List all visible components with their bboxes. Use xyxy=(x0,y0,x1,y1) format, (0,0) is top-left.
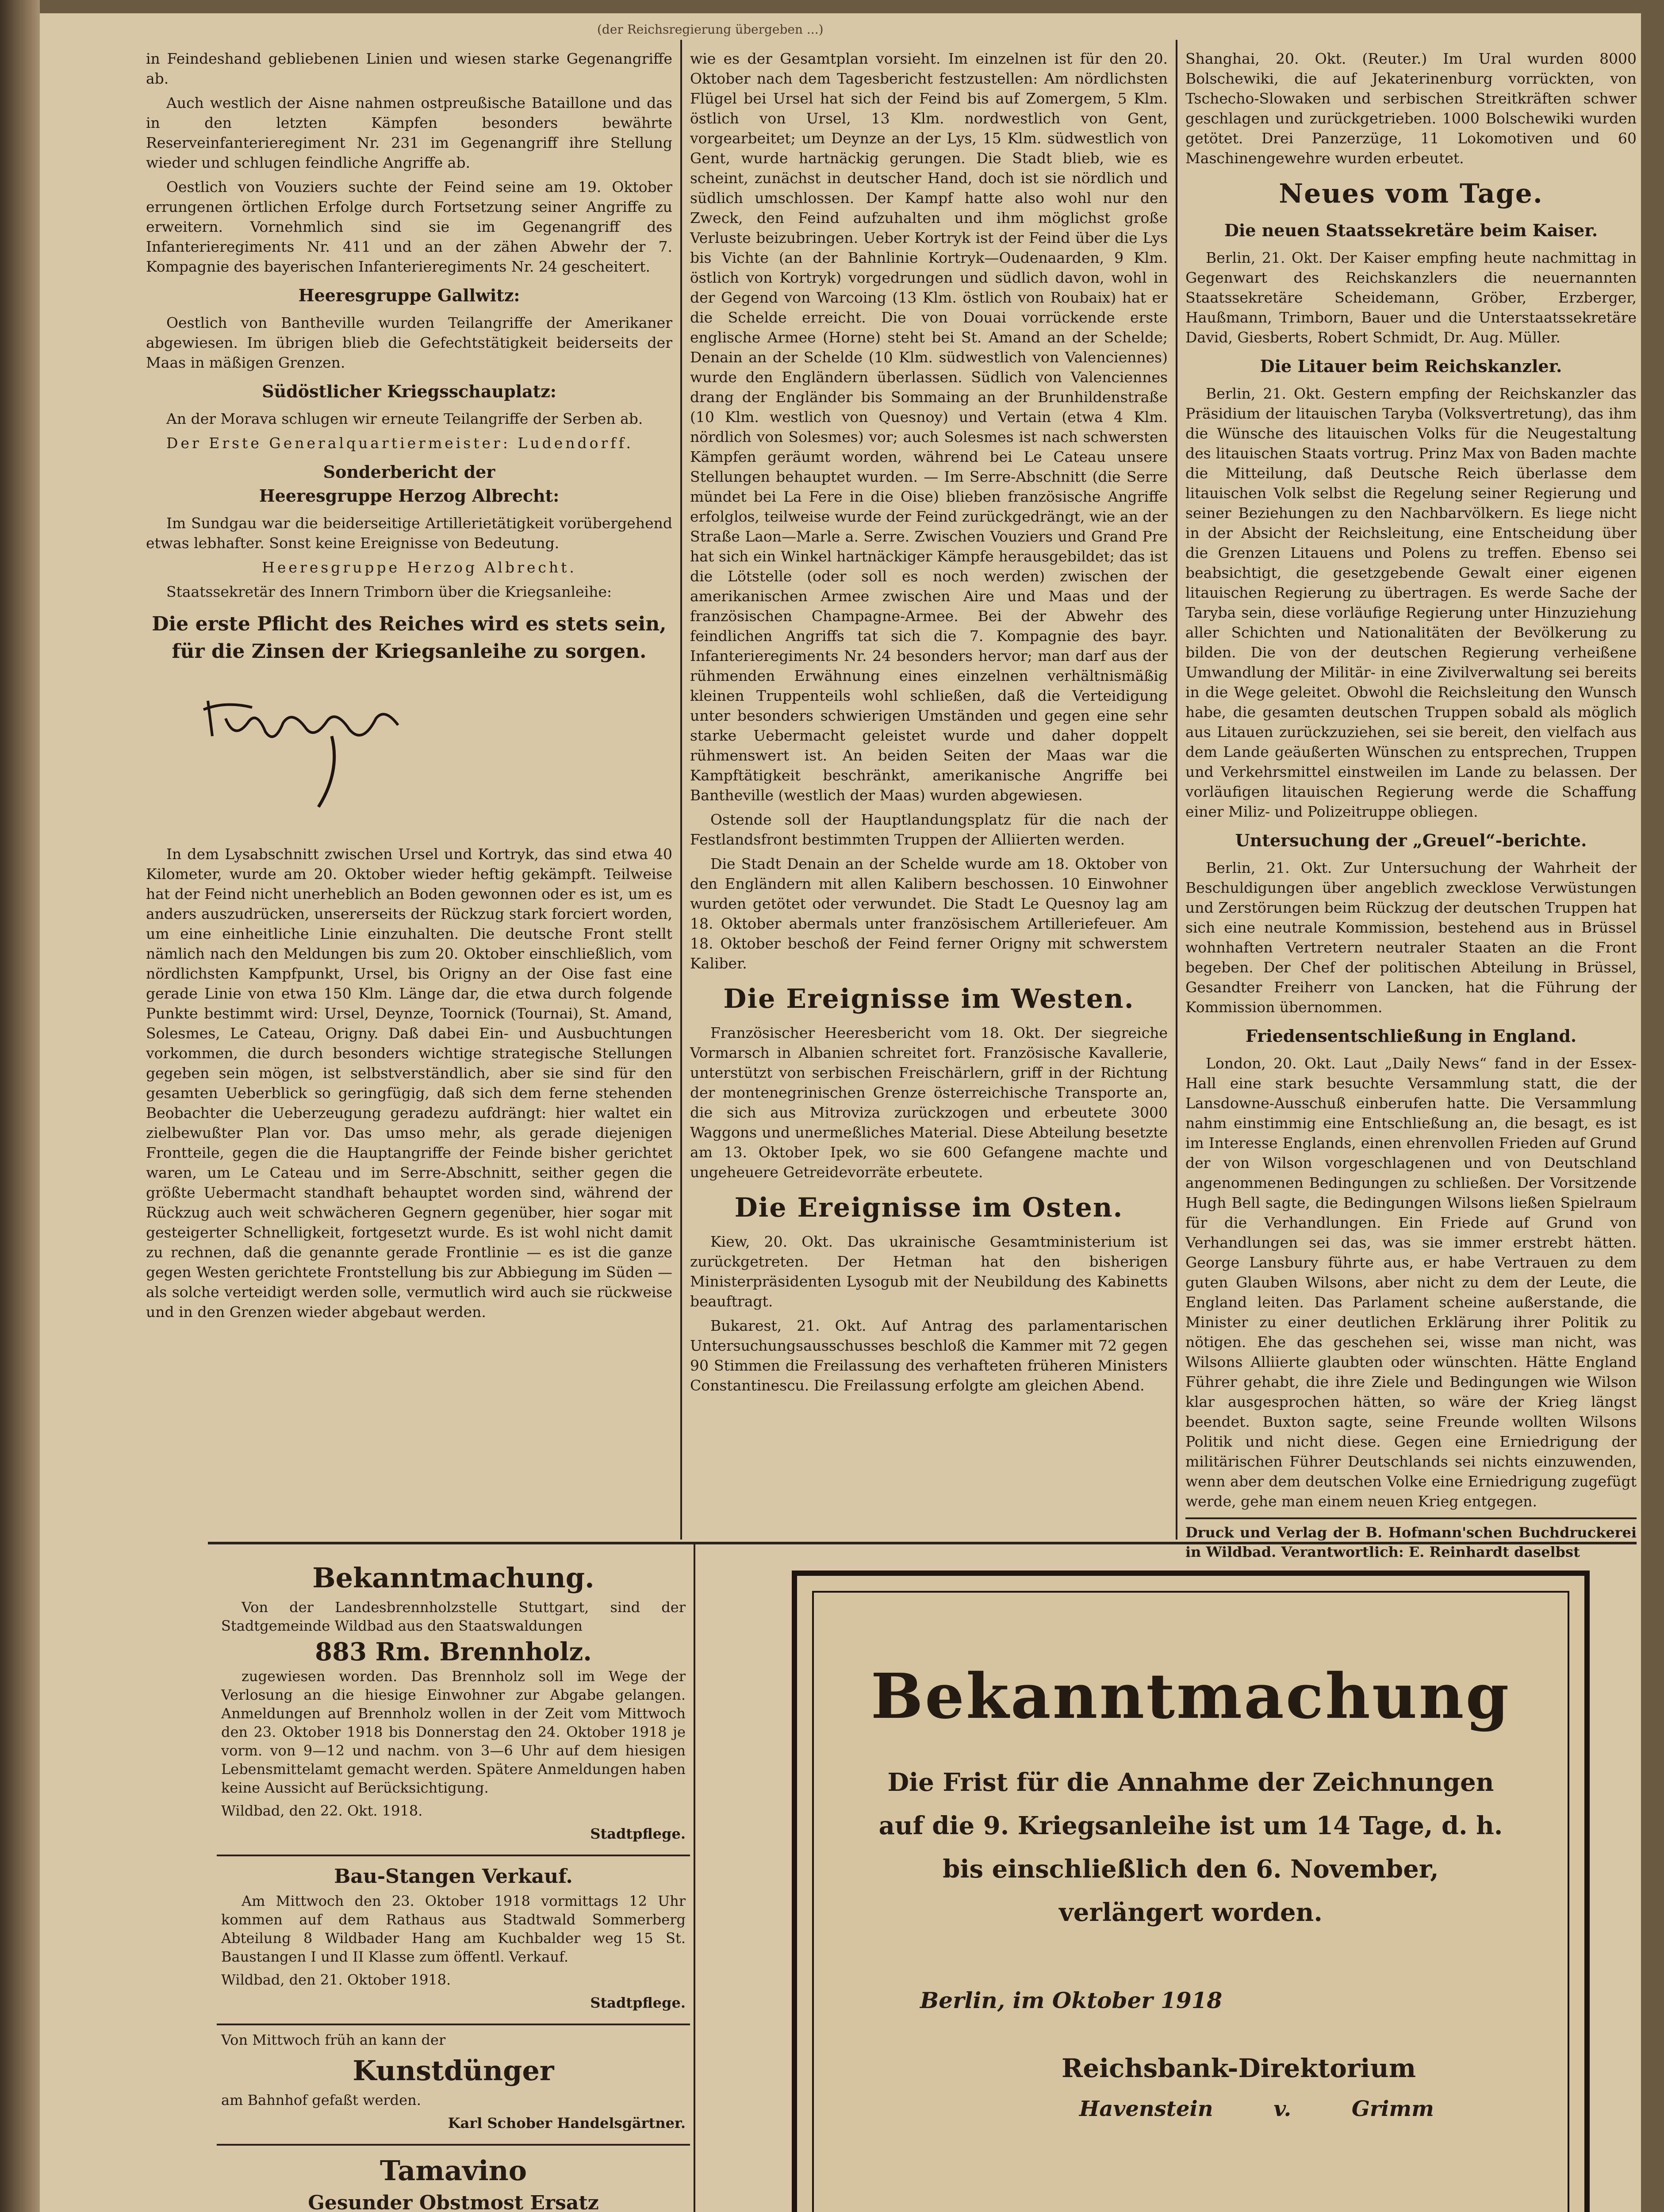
notice-inner-frame xyxy=(812,1591,1569,2212)
article-paragraph: London, 20. Okt. Laut „Daily News“ fand in der Essex-Hall eine stark besuchte Versammlung statt, die der Lansdowne-Ausschuß einberufen hatte. Die Versammlung nahm einstimmig eine Entschließung an, die besagt, es ist im Interesse Englands, einen ehrenvollen Frieden auf Grund der von Wilson vorgeschlagenen und von Deutschland angenommenen Bedingungen zu schließen. Der Vorsitzende Hugh Bell sagte, die Bedingungen Wilsons ließen Spielraum für die Verhandlungen. Ein Friede auf Grund von Verhandlungen sei das, was sie immer erstrebt hätten. George Lansbury führte aus, er habe Vertrauen zu dem guten Glauben Wilsons, aber nicht zu dem der Leute, die England leiten. Das Parlament scheine außerstande, die Minister zu einer deutlichen Erklärung ihrer Politik zu nötigen. Ehe das geschehen sei, wisse man nicht, was Wilsons Alliierte glaubten oder wünschten. Hätte England Führer gehabt, die ihre Ziele und Bedingungen wie Wilson klar ausgesprochen hätten, so wäre der Krieg längst beendet. Buxton sagte, seine Freunde wollten Wilsons Politik und nicht diese. Gegen eine Erniedrigung der militärischen Führer Deutschlands sei nichts einzuwenden, wenn aber dem deutschen Volke eine Erniedrigung zugefügt werde, gehe man einem neuen Krieg entgegen. xyxy=(1185,1055,1637,1510)
ad-brennholz xyxy=(217,1553,690,1856)
ad-text: am Bahnhof gefaßt werden. xyxy=(221,2092,421,2108)
article-paragraph: wie es der Gesamtplan vorsieht. Im einzelnen ist für den 20. Oktober nach dem Tagesbericht festzustellen: Am nördlichsten Flügel bei Ursel hat sich der Feind bis auf Zomergem, 5 Klm. östlich von Ursel, 13 Klm. nordwestlich von Gent, vorgearbeitet; um Deynze an der Lys, 15 Klm. südwestlich von Gent, wurde hartnäckig gerungen. Die Stadt blieb, wie es scheint, zunächst in deutscher Hand, doch ist sie nördlich und südlich umschlossen. Der Kampf hatte also wohl nur den Zweck, den Feind aufzuhalten und ihm möglichst große Verluste beizubringen. Ueber Kortryk ist der Feind über die Lys bis Vichte (an der Bahnlinie Kortryk—Oudenaarden, 9 Klm. östlich von Kortryk) vorgedrungen und südlich davon, wohl in der Gegend von Warcoing (13 Klm. östlich von Roubaix) hat er die Schelde erreicht. Die von Douai vorrückende erste englische Armee (Horne) steht bei St. Amand an der Schelde; Denain an der Schelde (10 Klm. südwestlich von Valenciennes) wurde den Engländern überlassen. Südlich von Valenciennes drang der Engländer bis Sommaing an der Brunhildenstraße (10 Klm. westlich von Quesnoy) und Vertain (etwa 4 Klm. nördlich von Solesmes) vor; auch Solesmes ist nach schwersten Kämpfen geräumt worden, während bei Le Cateau unsere Stellungen behauptet wurden. — Im Serre-Abschnitt (die Serre mündet bei La Fere in die Oise) blieben französische Angriffe erfolglos, teilweise wurde der Feind zurückgedrängt, wie an der Straße Laon—Marle a. Serre. Zwischen Vouziers und Grand Pre hat sich ein Winkel hartnäckiger Kämpfe herausgebildet; das ist die Lötstelle (oder soll es noch werden) zwischen der amerikanischen Armee zwischen Aire und Maas und der französischen Champagne-Armee. Bei der Abwehr des feindlichen Angriffs tat sich die 7. Kompagnie des bayr. Infanterieregiments Nr. 24 besonders hervor; man darf aus der rühmenden Erwähnung eines einzelnen verhältnismäßig kleinen Truppenteils wohl schließen, daß die Verteidigung unter besonders schwierigen Umständen und gegen eine sehr starke Uebermacht geleistet wurde und daher doppelt rühmenswert ist. An beiden Seiten der Maas war die Kampftätigkeit beschränkt, amerikanische Angriffe bei Bantheville (westlich der Maas) wurden abgewiesen. xyxy=(690,50,1168,804)
article-paragraph: Oestlich von Bantheville wurden Teilangriffe der Amerikaner abgewiesen. Im übrigen blieb die Gefechtstätigkeit beiderseits der Maas in mäßigen Grenzen. xyxy=(146,314,672,371)
imprint: Druck und Verlag der B. Hofmann'schen Buchdruckerei in Wildbad. Verantwortlich: E. Reinhardt daselbst xyxy=(1185,1517,1637,1562)
signatory-name: Havenstein xyxy=(1079,2097,1213,2121)
ad-signature: Karl Schober Handelsgärtner. xyxy=(448,2115,686,2131)
article-paragraph: Die Stadt Denain an der Schelde wurde am 18. Oktober von den Engländern mit allen Kalibern beschossen. 10 Einwohner wurden getötet oder verwundet. Die Stadt Le Quesnoy lag am 18. Oktober abermals unter französischem Artilleriefeuer. Am 18. Oktober beschoß der Feind ferner Origny mit schwerstem Kaliber. xyxy=(690,855,1168,972)
ad-kunstduenger xyxy=(217,2025,690,2146)
article-paragraph: Berlin, 21. Okt. Der Kaiser empfing heute nachmittag in Gegenwart des Reichskanzlers die neuernannten Staatssekretäre Scheidemann, Gröber, Erzberger, Haußmann, Trimborn, Bauer und die Unterstaatssekretäre David, Giesberts, Robert Schmidt, Dr. Aug. Müller. xyxy=(1185,249,1637,346)
notice-organization: Reichsbank-Direktorium xyxy=(1062,2053,1416,2083)
article-paragraph: Staatssekretär des Innern Trimborn über die Kriegsanleihe: xyxy=(166,583,612,600)
sub-heading: Die neuen Staatssekretäre beim Kaiser. xyxy=(1224,220,1598,240)
column-rule xyxy=(680,40,682,1540)
notice-signatories xyxy=(1079,2097,1568,2121)
article-paragraph: In dem Lysabschnitt zwischen Ursel und Kortryk, das sind etwa 40 Kilometer, wurde am 20. Oktober wieder heftig gekämpft. Teilweise hat der Feind nicht unerheblich an Boden gewonnen oder es ist, um es anders auszudrücken, unsererseits der Rückzug stark forciert worden, um eine einheitliche Linie einzuhalten. Die deutsche Front stellt nämlich nach den Meldungen bis zum 20. Oktober einschließlich, vom nördlichsten Kampfpunkt, Ursel, bis Origny an der Oise fast eine gerade Linie von etwa 150 Klm. Länge dar, die etwa durch folgende Punkte bestimmt wird: Ursel, Deynze, Toornick (Tournai), St. Amand, Solesmes, Le Cateau, Origny. Daß dabei Ein- und Ausbuchtungen vorkommen, die durch besonders wichtige strategische Stellungen gegeben sein mögen, ist selbstverständlich, aber sie sind für den gesamten Ueberblick so geringfügig, daß sich dem ferne stehenden Beobachter die Ueberzeugung geradezu aufdrängt: hier waltet ein zielbewußter Plan vor. Das umso mehr, als gerade diejenigen Frontteile, gegen die die Hauptangriffe der Feinde bisher gerichtet waren, um Le Cateau und im Serre-Abschnitt, seither gegen die größte Uebermacht standhaft behauptet worden sind, während der Rückzug auch weit schwächeren Gegnern gegenüber, hier sogar mit gesteigerter Schnelligkeit, fortgesetzt wurde. Es ist wohl nicht damit zu rechnen, daß die genannte gerade Frontlinie — es ist die ganze gegen Westen gerichtete Frontstellung bis zur Abbiegung im Süden — als solche verteidigt werden solle, vermutlich wird auch sie rückweise und in den Grenzen wieder abgebaut werden. xyxy=(146,845,672,1321)
ad-signature: Stadtpflege. xyxy=(590,1994,686,2011)
section-heading: Die Ereignisse im Westen. xyxy=(723,983,1135,1014)
ad-tamavino xyxy=(217,2146,690,2212)
column-rule xyxy=(1176,40,1177,1540)
kriegsanleihe-notice xyxy=(792,1571,1590,2212)
article-paragraph: Auch westlich der Aisne nahmen ostpreußische Bataillone und das in den letzten Kämpfen besonders bewährte Reserveinfanterieregiment Nr. 231 im Gegenangriff ihre Stellung wieder und schlugen feindliche Angriffe ab. xyxy=(146,94,672,171)
ad-highlight: 883 Rm. Brennholz. xyxy=(315,1637,592,1667)
column-1 xyxy=(146,49,672,1513)
ad-text: Von der Landesbrennholzstelle Stuttgart, sind der Stadtgemeinde Wildbad aus den Staatswaldungen xyxy=(221,1599,686,1634)
appeal-quote: Die erste Pflicht des Reiches wird es stets sein, für die Zinsen der Kriegsanleihe zu sorgen. xyxy=(152,613,667,663)
ad-text: Von Mittwoch früh an kann der xyxy=(221,2032,446,2048)
article-paragraph: Ostende soll der Hauptlandungsplatz für die nach der Festlandsfront bestimmten Truppen der Alliierten werden. xyxy=(690,811,1168,848)
binding-spine xyxy=(0,0,40,2212)
article-paragraph: Im Sundgau war die beiderseitige Artillerietätigkeit vorübergehend etwas lebhafter. Sonst keine Ereignisse von Bedeutung. xyxy=(146,515,672,552)
article-paragraph: An der Morava schlugen wir erneute Teilangriffe der Serben ab. xyxy=(166,410,643,427)
section-heading: Heeresgruppe Herzog Albrecht: xyxy=(259,486,560,506)
ad-title: Bekanntmachung. xyxy=(312,1562,594,1594)
column-2 xyxy=(690,49,1168,1544)
running-head: (der Reichsregierung übergeben ...) xyxy=(597,22,824,37)
article-paragraph: Berlin, 21. Okt. Gestern empfing der Reichskanzler das Präsidium der litauischen Taryba (Volksvertretung), das ihm die Wünsche des litauischen Volks für die Neugestaltung des litauischen Staats vortrug. Prinz Max von Baden machte die Mitteilung, daß Deutsche Reich überlasse dem litauischen Volk selbst die Regelung seiner Regierung und seiner Beziehungen zu den Nachbarvölkern. Es liege nicht in der Absicht der Reichsleitung, eine Entscheidung über die Grenzen Litauens und Polens zu treffen. Ebenso sei beabsichtigt, die gesetzgebende Gewalt einer eigenen litauischen Regierung zu übertragen. Es werde Sache der Taryba sein, diese vorläufige Regierung unter Hinzuziehung aller Schichten und Nationalitäten der Bevölkerung zu bilden. Die von der deutschen Regierung verheißene Umwandlung der Militär- in eine Zivilverwaltung sei bereits in die Wege geleitet. Obwohl die Reichsleitung den Wunsch habe, die gesamten deutschen Truppen sobald als möglich aus Litauen zurückzuziehen, sei sie bereit, den vielfach aus dem Lande geäußerten Wünschen zu entsprechen, Truppen und Verkehrsmittel einstweilen im Lande zu belassen. Der vorläufigen litauischen Regierung werde die Schaffung einer Miliz- und Polizeitruppe obliegen. xyxy=(1185,385,1637,820)
ad-title: Bau-Stangen Verkauf. xyxy=(334,1865,573,1888)
section-heading: Südöstlicher Kriegsschauplatz: xyxy=(262,381,556,401)
column-rule xyxy=(694,1544,695,2212)
report-signature: Der Erste Generalquartiermeister: Ludendorff. xyxy=(166,434,634,452)
section-heading: Neues vom Tage. xyxy=(1279,178,1543,209)
ad-title: Tamavino xyxy=(380,2154,527,2187)
newspaper-page xyxy=(40,13,1641,2212)
ad-title: Kunstdünger xyxy=(353,2055,554,2087)
sub-heading: Untersuchung der „Greuel“-berichte. xyxy=(1235,830,1587,850)
sub-heading: Die Litauer beim Reichskanzler. xyxy=(1260,356,1562,376)
notice-title: Bekanntmachung xyxy=(870,1660,1511,1733)
article-paragraph: in Feindeshand gebliebenen Linien und wiesen starke Gegenangriffe ab. xyxy=(146,50,672,87)
signatory-name: v. Grimm xyxy=(1273,2097,1434,2121)
article-paragraph: Französischer Heeresbericht vom 18. Okt. Der siegreiche Vormarsch in Albanien schreitet fort. Französische Kavallerie, unterstützt von serbischen Freischärlern, griff in der Richtung der montenegrinischen Grenze österreichische Transporte an, die sich aus Mitroviza zurückzogen und erbeutete 3000 Waggons und unermeßliches Material. Diese Abteilung besetzte am 13. Oktober Ipek, wo sie 600 Gefangene machte und ungeheuere Getreidevorräte erbeutete. xyxy=(690,1024,1168,1181)
article-paragraph: Bukarest, 21. Okt. Auf Antrag des parlamentarischen Untersuchungsausschusses beschloß die Kammer mit 72 gegen 90 Stimmen die Freilassung des verhafteten früheren Ministers Constantinescu. Die Freilassung erfolgte am gleichen Abend. xyxy=(690,1317,1168,1394)
section-heading: Sonderbericht der xyxy=(323,462,495,482)
ad-signature: Stadtpflege. xyxy=(590,1825,686,1842)
article-paragraph: Kiew, 20. Okt. Das ukrainische Gesamtministerium ist zurückgetreten. Der Hetman hat den bisherigen Ministerpräsidenten Lysogub mit der Neubildung des Kabinetts beauftragt. xyxy=(690,1233,1168,1310)
notice-date: Berlin, im Oktober 1918 xyxy=(920,1987,1223,2013)
column-3 xyxy=(1185,49,1637,1560)
notice-body: Die Frist für die Annahme der Zeichnungen auf die 9. Kriegsanleihe ist um 14 Tage, d. h. bis einschließlich den 6. November, verlängert worden. xyxy=(878,1768,1503,1927)
classified-ads xyxy=(217,1553,690,2212)
article-paragraph: Shanghai, 20. Okt. (Reuter.) Im Ural wurden 8000 Bolschewiki, die auf Jekaterinenburg vorrückten, von Tschecho-Slowaken und serbischen Streitkräften schwer geschlagen und zurückgetrieben. 1000 Bolschewiki wurden getötet. Drei Panzerzüge, 11 Lokomotiven und 60 Maschinengewehre wurden erbeutet. xyxy=(1185,50,1637,167)
ad-text: zugewiesen worden. Das Brennholz soll im Wege der Verlosung an die hiesige Einwohner zur Abgabe gelangen. Anmeldungen auf Brennholz wollen in der Zeit vom Mittwoch den 23. Oktober 1918 bis Donnerstag den 24. Oktober 1918 je vorm. von 9—12 und nachm. von 3—6 Uhr auf dem hiesigen Lebensmittelamt gemacht werden. Spätere Anmeldungen haben keine Aussicht auf Berücksichtigung. xyxy=(221,1668,686,1796)
article-paragraph: Oestlich von Vouziers suchte der Feind seine am 19. Oktober errungenen örtlichen Erfolge durch Fortsetzung seiner Angriffe zu erweitern. Vornehmlich sind sie im Gegenangriff des Infanterieregiments Nr. 411 und an der zähen Abwehr der 7. Kompagnie des bayerischen Infanterieregiments Nr. 24 gescheitert. xyxy=(146,178,672,275)
ad-text: Am Mittwoch den 23. Oktober 1918 vormittags 12 Uhr kommen auf dem Rathaus aus Stadtwald Sommerberg Abteilung 8 Wildbader Hang am Kuchbalder weg 15 St. Baustangen I und II Klasse zum öffentl. Verkauf. xyxy=(221,1893,686,1965)
section-heading: Heeresgruppe Gallwitz: xyxy=(298,285,520,305)
article-paragraph: Berlin, 21. Okt. Zur Untersuchung der Wahrheit der Beschuldigungen über angeblich zwecklose Verwüstungen und Zerstörungen beim Rückzug der deutschen Truppen hat sich eine neutrale Kommission, bestehend aus in Brüssel wohnhaften Vertretern neutraler Staaten an die Front begeben. Der Chef der politischen Abteilung in Brüssel, Gesandter Freiherr von Lancken, hat die Führung der Kommission übernommen. xyxy=(1185,859,1637,1016)
facsimile-signature xyxy=(199,683,672,818)
ad-baustangen xyxy=(217,1856,690,2025)
report-signature: Heeresgruppe Herzog Albrecht. xyxy=(262,559,577,576)
ad-date: Wildbad, den 22. Okt. 1918. xyxy=(221,1802,423,1819)
signature-image xyxy=(199,683,447,816)
section-heading: Die Ereignisse im Osten. xyxy=(734,1192,1123,1223)
ad-date: Wildbad, den 21. Oktober 1918. xyxy=(221,1971,451,1988)
sub-heading: Friedensentschließung in England. xyxy=(1245,1026,1577,1046)
ad-subtitle: Gesunder Obstmost Ersatz xyxy=(308,2192,599,2212)
